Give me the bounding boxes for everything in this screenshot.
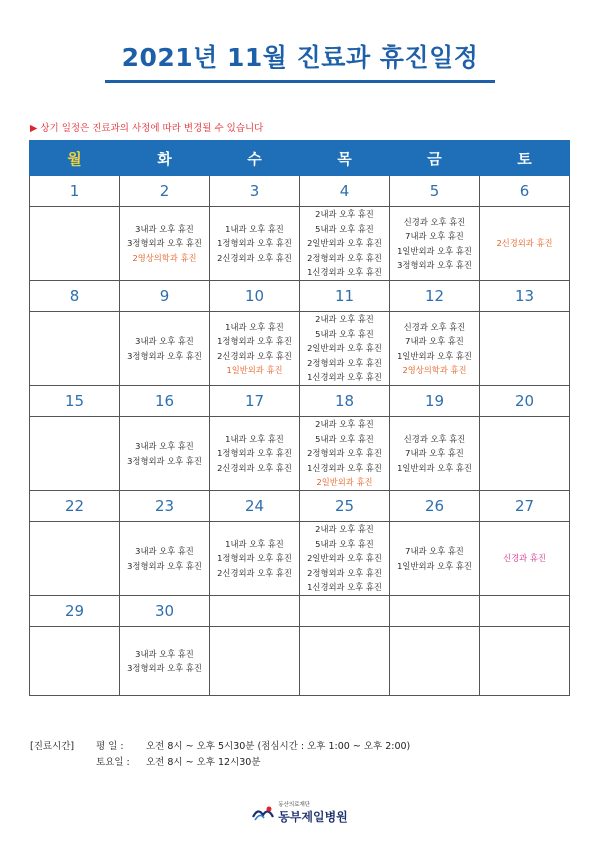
- event-cell: [480, 522, 570, 596]
- date-cell: 16: [120, 386, 210, 417]
- date-cell: 5: [390, 176, 480, 207]
- event-cell: [30, 312, 120, 386]
- date-cell: 20: [480, 386, 570, 417]
- closure-entry: 2내과 오후 휴진: [315, 314, 374, 325]
- closure-entry: 7내과 오후 휴진: [405, 448, 464, 459]
- weekday-header-sat: 토: [480, 141, 570, 176]
- logo-foundation-name: 동산의료재단: [278, 802, 311, 808]
- event-cell: [300, 522, 390, 596]
- closure-entry: 2정형외과 오후 휴진: [307, 448, 382, 459]
- closure-entry: 7내과 오후 휴진: [405, 546, 464, 556]
- date-row: [30, 386, 570, 417]
- weekday-header-thu: 목: [300, 141, 390, 176]
- event-cell: [390, 417, 480, 491]
- date-cell: 29: [30, 596, 120, 627]
- closure-entry: 1내과 오후 휴진: [225, 433, 284, 444]
- weekday-header-row: [30, 141, 570, 176]
- closure-entry: 1일반외과 휴진: [226, 365, 283, 375]
- event-row: [30, 312, 570, 386]
- date-cell: 30: [120, 596, 210, 627]
- closure-entry: 1신경외과 오후 휴진: [307, 462, 382, 473]
- closure-entry: 3정형외과 오후 휴진: [127, 663, 202, 673]
- date-cell: 25: [300, 491, 390, 522]
- weekday-hours-label: 평 일 :: [96, 741, 124, 752]
- date-cell: 19: [390, 386, 480, 417]
- event-cell: [300, 417, 390, 491]
- date-cell: 3: [210, 176, 300, 207]
- closure-entry: 2내과 오후 휴진: [315, 209, 374, 220]
- closure-entry: 2신경외과 휴진: [496, 238, 553, 249]
- date-row: [30, 596, 570, 627]
- date-cell: [300, 596, 390, 627]
- closure-entry: 3정형외과 오후 휴진: [127, 350, 202, 361]
- logo-hospital-name: 동부제일병원: [278, 810, 348, 824]
- closure-entry: 2신경외과 오후 휴진: [217, 567, 292, 578]
- closure-entry: 1신경외과 오후 휴진: [307, 582, 382, 593]
- event-cell: [300, 312, 390, 386]
- event-cell: [210, 312, 300, 386]
- date-row: [30, 176, 570, 207]
- event-cell: [480, 627, 570, 696]
- date-cell: 13: [480, 281, 570, 312]
- date-row: [30, 281, 570, 312]
- date-cell: 17: [210, 386, 300, 417]
- title-underline: [105, 80, 495, 83]
- event-cell: [390, 312, 480, 386]
- closure-entry: 3정형외과 오후 휴진: [127, 238, 202, 249]
- date-row: [30, 491, 570, 522]
- weekday-header-fri: 금: [390, 141, 480, 176]
- closure-entry: 2영상의학과 휴진: [402, 365, 467, 375]
- closure-entry: 1일반외과 오후 휴진: [397, 560, 472, 571]
- closure-entry: 2내과 오후 휴진: [315, 419, 374, 430]
- event-cell: [390, 522, 480, 596]
- closure-entry: 1신경외과 오후 휴진: [307, 267, 382, 278]
- closure-entry: 1내과 오후 휴진: [225, 538, 284, 549]
- schedule-calendar: [29, 140, 570, 696]
- event-cell: [120, 207, 210, 281]
- closure-entry: 5내과 오후 휴진: [315, 538, 374, 549]
- event-cell: [30, 522, 120, 596]
- closure-entry: 5내과 오후 휴진: [315, 433, 374, 444]
- closure-entry: 1일반외과 오후 휴진: [397, 462, 472, 473]
- closure-entry: 3내과 오후 휴진: [135, 223, 194, 234]
- clinic-hours: [30, 739, 410, 771]
- date-cell: 15: [30, 386, 120, 417]
- date-cell: 1: [30, 176, 120, 207]
- date-cell: 22: [30, 491, 120, 522]
- closure-entry: 신경과 오후 휴진: [403, 321, 466, 332]
- closure-entry: 2일반외과 오후 휴진: [307, 343, 382, 354]
- closure-entry: 1정형외과 오후 휴진: [217, 553, 292, 564]
- closure-entry: 2내과 오후 휴진: [315, 524, 374, 535]
- closure-entry: 3내과 오후 휴진: [135, 441, 194, 451]
- event-cell: [300, 207, 390, 281]
- date-cell: 11: [300, 281, 390, 312]
- date-cell: 9: [120, 281, 210, 312]
- date-cell: 23: [120, 491, 210, 522]
- event-cell: [300, 627, 390, 696]
- date-cell: 6: [480, 176, 570, 207]
- closure-entry: 3정형외과 오후 휴진: [397, 260, 472, 270]
- closure-entry: 3내과 오후 휴진: [135, 648, 194, 659]
- closure-entry: 7내과 오후 휴진: [405, 336, 464, 346]
- closure-entry: 1정형외과 오후 휴진: [217, 238, 292, 249]
- event-cell: [210, 207, 300, 281]
- closure-entry: 3내과 오후 휴진: [135, 336, 194, 346]
- date-cell: [480, 596, 570, 627]
- event-row: [30, 627, 570, 696]
- event-cell: [210, 627, 300, 696]
- closure-entry: 2신경외과 오후 휴진: [217, 350, 292, 361]
- closure-entry: 2영상의학과 휴진: [132, 252, 197, 263]
- closure-entry: 2정형외과 오후 휴진: [307, 252, 382, 263]
- event-row: [30, 207, 570, 281]
- saturday-hours-label: 토요일 :: [96, 757, 130, 768]
- closure-entry: 2신경외과 오후 휴진: [217, 252, 292, 263]
- weekday-header-mon: 월: [30, 141, 120, 176]
- hospital-logo-icon: [252, 805, 274, 821]
- date-cell: 2: [120, 176, 210, 207]
- event-cell: [480, 312, 570, 386]
- notice-text: ▶ 상기 일정은 진료과의 사정에 따라 변경될 수 있습니다: [30, 123, 264, 134]
- date-cell: 18: [300, 386, 390, 417]
- closure-entry: 3내과 오후 휴진: [135, 546, 194, 556]
- event-cell: [480, 417, 570, 491]
- event-cell: [390, 207, 480, 281]
- closure-entry: 2정형외과 오후 휴진: [307, 567, 382, 578]
- date-cell: 24: [210, 491, 300, 522]
- closure-entry: 1내과 오후 휴진: [225, 321, 284, 332]
- closure-entry: 2신경외과 오후 휴진: [217, 462, 292, 473]
- closure-entry: 2일반외과 휴진: [316, 477, 373, 488]
- date-cell: 8: [30, 281, 120, 312]
- date-cell: 10: [210, 281, 300, 312]
- event-cell: [30, 627, 120, 696]
- event-row: [30, 522, 570, 596]
- closure-entry: 7내과 오후 휴진: [405, 231, 464, 241]
- event-cell: [390, 627, 480, 696]
- weekday-hours-value: 오전 8시 ~ 오후 5시30분 (점심시간 : 오후 1:00 ~ 오후 2:00): [146, 741, 411, 752]
- closure-entry: 1일반외과 오후 휴진: [397, 245, 472, 256]
- closure-entry: 1정형외과 오후 휴진: [217, 336, 292, 346]
- event-cell: [120, 312, 210, 386]
- closure-entry: 1신경외과 오후 휴진: [307, 372, 382, 383]
- date-cell: 4: [300, 176, 390, 207]
- event-cell: [480, 207, 570, 281]
- closure-entry: 2일반외과 오후 휴진: [307, 553, 382, 564]
- date-cell: 26: [390, 491, 480, 522]
- closure-entry: 1정형외과 오후 휴진: [217, 448, 292, 459]
- weekday-header-wed: 수: [210, 141, 300, 176]
- closure-entry: 신경과 휴진: [503, 553, 546, 564]
- closure-entry: 3정형외과 오후 휴진: [127, 560, 202, 571]
- date-cell: 27: [480, 491, 570, 522]
- closure-entry: 3정형외과 오후 휴진: [127, 455, 202, 466]
- event-cell: [120, 627, 210, 696]
- date-cell: [390, 596, 480, 627]
- closure-entry: 신경과 오후 휴진: [403, 433, 466, 444]
- hours-label: [진료시간]: [30, 741, 75, 752]
- event-cell: [30, 207, 120, 281]
- hospital-logo: [0, 800, 600, 825]
- closure-entry: 5내과 오후 휴진: [315, 328, 374, 339]
- closure-entry: 5내과 오후 휴진: [315, 223, 374, 234]
- closure-entry: 2정형외과 오후 휴진: [307, 357, 382, 368]
- event-cell: [120, 522, 210, 596]
- closure-entry: 1내과 오후 휴진: [225, 223, 284, 234]
- saturday-hours-value: 오전 8시 ~ 오후 12시30분: [146, 757, 261, 768]
- date-cell: 12: [390, 281, 480, 312]
- event-row: [30, 417, 570, 491]
- event-cell: [210, 522, 300, 596]
- event-cell: [120, 417, 210, 491]
- closure-entry: 2일반외과 오후 휴진: [307, 238, 382, 249]
- event-cell: [210, 417, 300, 491]
- event-cell: [30, 417, 120, 491]
- weekday-header-tue: 화: [120, 141, 210, 176]
- closure-entry: 1일반외과 오후 휴진: [397, 350, 472, 361]
- page-title: 2021년 11월 진료과 휴진일정: [121, 43, 479, 72]
- date-cell: [210, 596, 300, 627]
- closure-entry: 신경과 오후 휴진: [403, 216, 466, 227]
